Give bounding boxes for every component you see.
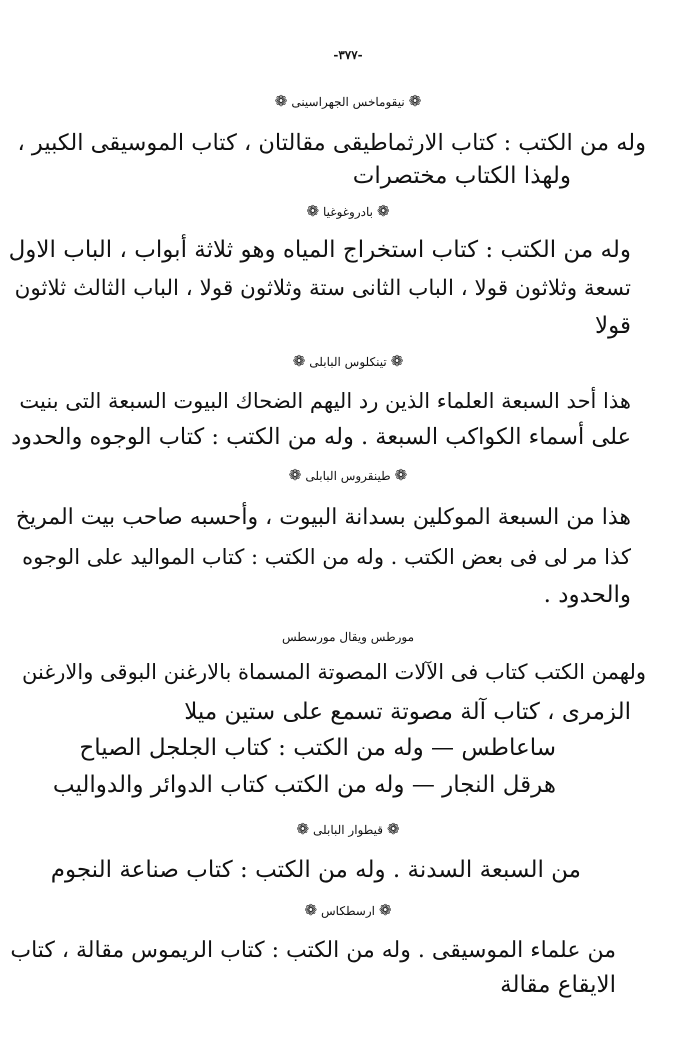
section-heading [0, 814, 696, 844]
text-line: على أسماء الكواكب السبعة . وله من الكتب : كتاب الوجوه والحدود [11, 424, 631, 450]
ornament-left-icon: ❁ [274, 92, 288, 110]
ornament-left-icon: ❁ [288, 466, 302, 484]
text-line: قولا [595, 313, 631, 339]
ornament-left-icon: ❁ [292, 352, 306, 370]
text-line: والحدود . [543, 582, 631, 608]
heading-text: تينكلوس البابلى [309, 355, 387, 369]
ornament-right-icon: ❁ [376, 202, 390, 220]
ornament-right-icon: ❁ [390, 352, 404, 370]
section-heading [0, 460, 696, 490]
text-line: الايقاع مقالة [500, 972, 616, 998]
text-line: هرقل النجار — وله من الكتب كتاب الدوائر والدواليب [52, 772, 556, 798]
heading-text: بادروغوغيا [323, 205, 373, 219]
ornament-left-icon: ❁ [304, 901, 318, 919]
text-line: وله من الكتب : كتاب استخراج المياه وهو ثلاثة أبواب ، الباب الاول [8, 237, 631, 263]
text-line: الزمرى ، كتاب آلة مصوتة تسمع على ستين ميلا [184, 699, 631, 725]
section-heading [0, 895, 696, 925]
heading-text: نيقوماخس الجهراسينى [291, 95, 405, 109]
text-line: هذا من السبعة الموكلين بسدانة البيوت ، وأحسبه صاحب بيت المريخ [15, 505, 631, 530]
text-line: ولهذا الكتاب مختصرات [352, 163, 571, 189]
ornament-right-icon: ❁ [394, 466, 408, 484]
page-number: -٣٧٧- [333, 48, 363, 62]
heading-text: طينقروس البابلى [305, 469, 391, 483]
ornament-right-icon: ❁ [408, 92, 422, 110]
section-heading [0, 346, 696, 376]
text-line: تسعة وثلاثون قولا ، الباب الثانى ستة وثلاثون قولا ، الباب الثالث ثلاثون [14, 276, 631, 301]
text-line: كذا مر لى فى بعض الكتب . وله من الكتب : كتاب المواليد على الوجوه [22, 545, 631, 569]
ornament-left-icon: ❁ [306, 202, 320, 220]
text-line: هذا أحد السبعة العلماء الذين رد اليهم الضحاك البيوت السبعة التى بنيت [19, 389, 631, 413]
text-line: وله من الكتب : كتاب الارثماطيقى مقالتان ، كتاب الموسيقى الكبير ، [17, 130, 646, 156]
heading-text: قيطوار البابلى [313, 823, 383, 837]
section-heading [0, 86, 696, 116]
ornament-right-icon: ❁ [378, 901, 392, 919]
section-heading: مورطس ويقال مورسطس [281, 630, 415, 644]
text-line: ولهمن الكتب كتاب فى الآلات المصوتة المسماة بالارغنن البوقى والارغنن [21, 660, 646, 684]
heading-text: ارسطكاس [321, 904, 375, 918]
section-heading [0, 196, 696, 226]
text-line: من علماء الموسيقى . وله من الكتب : كتاب الريموس مقالة ، كتاب [10, 938, 616, 963]
text-line: ساعاطس — وله من الكتب : كتاب الجلجل الصياح [79, 735, 556, 761]
ornament-right-icon: ❁ [386, 820, 400, 838]
text-line: من السبعة السدنة . وله من الكتب : كتاب صناعة النجوم [50, 857, 581, 883]
ornament-left-icon: ❁ [296, 820, 310, 838]
